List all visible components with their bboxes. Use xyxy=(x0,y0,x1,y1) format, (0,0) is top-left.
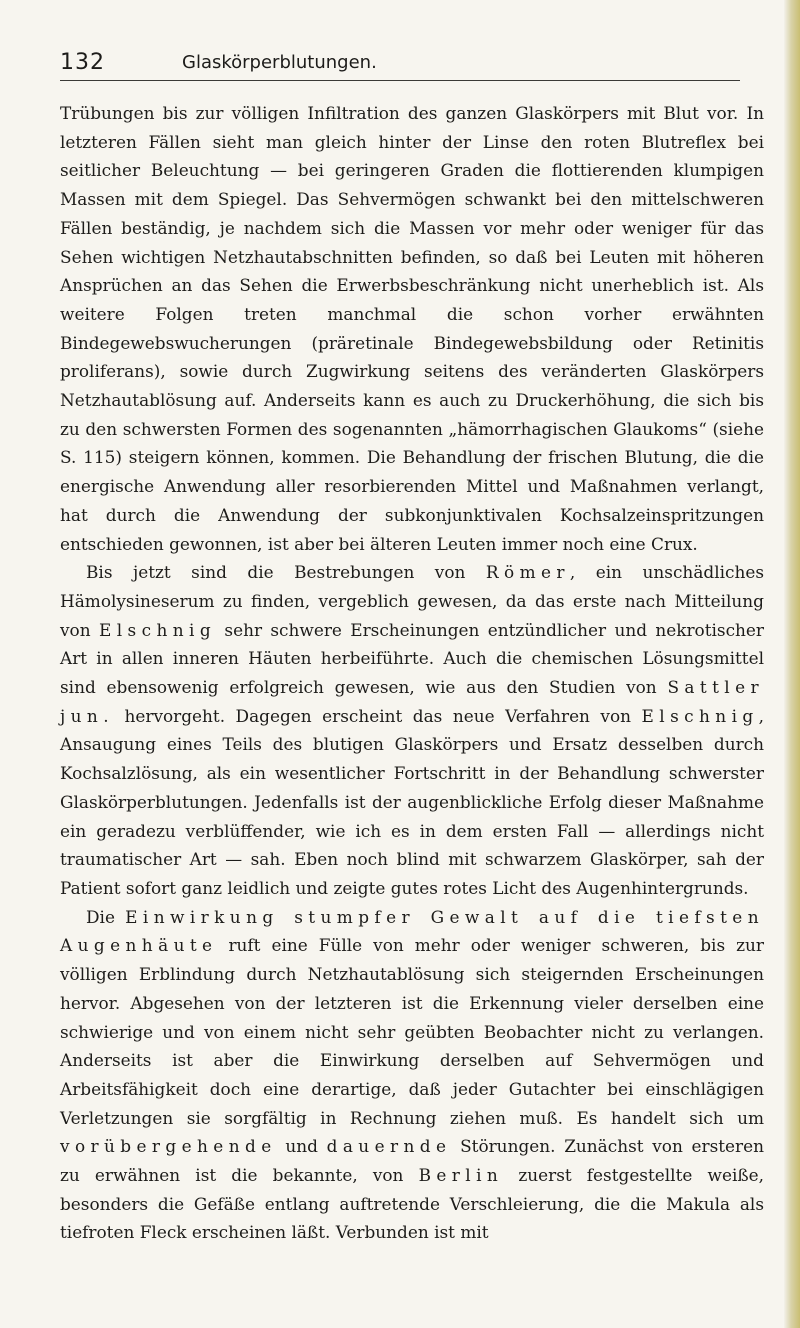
paragraph-3: Die Einwirkung stumpfer Gewalt auf die tiefsten Augenhäute ruft eine Fülle von mehr oder weniger schweren, bis zur völligen Erblindung durch Netzhautablösung sich steigernden Erscheinungen hervor. Abgesehen von der letzteren ist die Erkennung vieler derselben eine schwierige und von einem nicht sehr geübten Beobachter nicht zu verlangen. Anderseits ist aber die Einwirkung derselben auf Sehvermögen und Arbeitsfähigkeit doch eine derartige, daß jeder Gutachter bei einschlägigen Verletzungen sie sorgfältig in Rechnung ziehen muß. Es handelt sich um vorübergehende und dauernde Störungen. Zunächst von ersteren zu erwähnen ist die bekannte, von Berlin zuerst festgestellte weiße, besonders die Gefäße entlang auftretende Verschleierung, die die Makula als tiefroten Fleck erscheinen läßt. Verbunden ist mit xyxy=(60,906,764,1243)
body-text xyxy=(60,99,764,1247)
author-name: Berlin xyxy=(418,1165,504,1186)
author-name: Römer xyxy=(485,562,570,583)
page-header xyxy=(60,50,760,84)
paragraph-2: Bis jetzt sind die Bestrebungen von Römer, ein unschädliches Hämolysineserum zu finden, vergeblich gewesen, da das erste nach Mitteilung von Elschnig sehr schwere Erscheinungen entzündlicher und nekrotischer Art in allen inneren Häuten herbeiführte. Auch die chemischen Lösungsmittel sind ebensowenig erfolgreich gewesen, wie aus den Studien von Sattler jun. hervorgeht. Dagegen erscheint das neue Verfahren von Elschnig, Ansaugung eines Teils des blutigen Glaskörpers und Ersatz desselben durch Kochsalzlösung, als ein wesentlicher Fortschritt in der Behandlung schwerster Glaskörperblutungen. Jedenfalls ist der augenblickliche Erfolg dieser Maßnahme ein geradezu verblüffender, wie ich es in dem ersten Fall — allerdings nicht traumatischer Art — sah. Eben noch blind mit schwarzem Glaskörper, sah der Patient sofort ganz leidlich und zeigte gutes rotes Licht des Augenhintergrunds. xyxy=(60,562,765,898)
page-edge-shadow xyxy=(784,0,800,1328)
running-title: Glaskörperblutungen. xyxy=(182,52,377,73)
author-name: Elschnig xyxy=(98,619,217,640)
author-name: Elschnig xyxy=(641,705,759,726)
emphasized-term: Einwirkung stumpfer Gewalt auf die tiefsten Augenhäute xyxy=(60,906,764,956)
emphasized-term: dauernde xyxy=(326,1136,452,1157)
page-number: 132 xyxy=(60,50,105,75)
header-rule xyxy=(60,80,740,81)
author-name: Sattler jun. xyxy=(60,677,764,726)
emphasized-term: vorübergehende xyxy=(60,1136,277,1157)
paragraph-1: Trübungen bis zur völligen Infiltration des ganzen Glaskörpers mit Blut vor. In letzteren Fällen sieht man gleich hinter der Linse den roten Blutreflex bei seitlicher Beleuchtung — bei geringeren Graden die flottierenden klumpigen Massen mit dem Spiegel. Das Sehvermögen schwankt bei den mittelschweren Fällen beständig, je nachdem sich die Massen vor mehr oder weniger für das Sehen wichtigen Netzhautabschnitten befinden, so daß bei Leuten mit höheren Ansprüchen an das Sehen die Erwerbsbeschränkung nicht unerheblich ist. Als weitere Folgen treten manchmal die schon vorher erwähnten Bindegewebswucherungen (präretinale Bindegewebsbildung oder Retinitis proliferans), sowie durch Zugwirkung seitens des veränderten Glaskörpers Netzhautablösung auf. Anderseits kann es auch zu Druckerhöhung, die sich bis zu den schwersten Formen des sogenannten „hämorrhagischen Glaukoms“ (siehe S. 115) steigern können, kommen. Die Behandlung der frischen Blutung, die die energische Anwendung aller resorbierenden Mittel und Maßnahmen verlangt, hat durch die Anwendung der subkonjunktivalen Kochsalzeinspritzungen entschieden gewonnen, ist aber bei älteren Leuten immer noch eine Crux. xyxy=(60,103,764,554)
